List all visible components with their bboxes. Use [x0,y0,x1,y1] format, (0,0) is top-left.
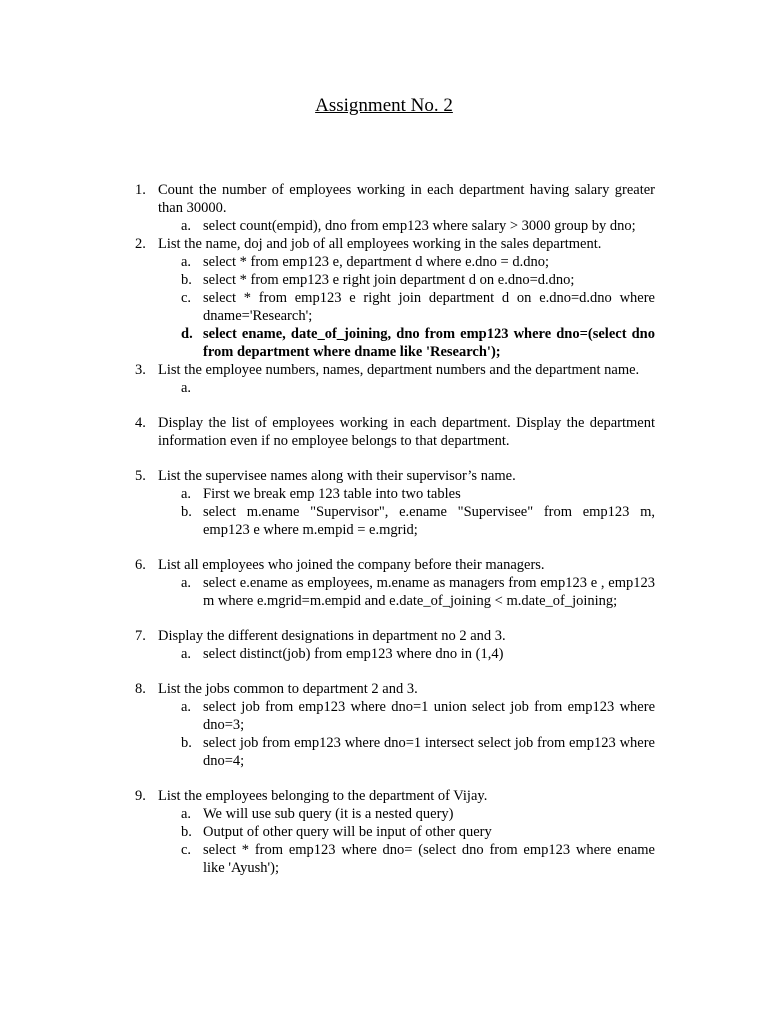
answer-9c [0,841,768,877]
answer-text: select distinct(job) from emp123 where dno in (1,4) [203,646,504,662]
answer-letter: a. [181,380,192,396]
answer-9a [0,805,768,823]
question-5 [0,467,768,485]
question-number: 6. [135,557,146,573]
question-text: List the supervisee names along with their supervisor’s name. [158,468,516,484]
answer-8b [0,734,768,770]
question-text: List the name, doj and job of all employees working in the sales department. [158,236,602,252]
answer-text: select * from emp123 e right join department d on e.dno=d.dno; [203,272,575,288]
answer-2a [0,253,768,271]
answer-text: select * from emp123 where dno= (select dno from emp123 where ename like 'Ayush'); [203,842,655,876]
answer-7a [0,645,768,663]
question-9 [0,787,768,805]
question-6 [0,556,768,574]
answer-3a [0,379,768,397]
question-text: List all employees who joined the company before their managers. [158,557,545,573]
question-8 [0,680,768,698]
question-3 [0,361,768,379]
answer-letter: b. [181,504,192,520]
answer-text: select ename, date_of_joining, dno from emp123 where dno=(select dno from department where dname like 'Research'); [203,326,655,360]
page-title: Assignment No. 2 [315,95,453,116]
answer-2b [0,271,768,289]
answer-8a [0,698,768,734]
question-number: 9. [135,788,146,804]
question-text: Display the different designations in department no 2 and 3. [158,628,506,644]
answer-text: select e.ename as employees, m.ename as managers from emp123 e , emp123 m where e.mgrid=m.empid and e.date_of_joining < m.date_of_joining; [203,575,655,609]
answer-text: select count(empid), dno from emp123 where salary > 3000 group by dno; [203,218,636,234]
answer-text: select job from emp123 where dno=1 union select job from emp123 where dno=3; [203,699,655,733]
answer-letter: b. [181,824,192,840]
answer-letter: a. [181,254,192,270]
answer-letter: a. [181,575,192,591]
question-number: 7. [135,628,146,644]
question-text: List the jobs common to department 2 and 3. [158,681,418,697]
answer-text: First we break emp 123 table into two tables [203,486,461,502]
answer-9b [0,823,768,841]
question-number: 1. [135,182,146,198]
answer-letter: d. [181,326,193,342]
question-text: List the employees belonging to the department of Vijay. [158,788,488,804]
answer-text [203,379,655,397]
question-number: 5. [135,468,146,484]
question-1 [0,181,768,217]
question-2 [0,235,768,253]
question-number: 8. [135,681,146,697]
question-4 [0,414,768,450]
answer-letter: b. [181,272,192,288]
answer-1a [0,217,768,235]
answer-letter: a. [181,806,192,822]
answer-2d [0,325,768,361]
question-number: 4. [135,415,146,431]
answer-letter: c. [181,290,192,306]
question-number: 2. [135,236,146,252]
question-text: Count the number of employees working in each department having salary greater than 30000. [158,182,655,216]
answer-5b [0,503,768,539]
answer-letter: c. [181,842,192,858]
answer-2c [0,289,768,325]
answer-6a [0,574,768,610]
question-text: Display the list of employees working in each department. Display the department information even if no employee belongs to that department. [158,415,655,449]
answer-letter: a. [181,218,192,234]
answer-text: select * from emp123 e right join department d on e.dno=d.dno where dname='Research'; [203,290,655,324]
answer-text: We will use sub query (it is a nested query) [203,806,454,822]
question-list [0,181,768,877]
answer-text: Output of other query will be input of other query [203,824,492,840]
answer-5a [0,485,768,503]
question-number: 3. [135,362,146,378]
answer-text: select * from emp123 e, department d where e.dno = d.dno; [203,254,550,270]
answer-text: select job from emp123 where dno=1 intersect select job from emp123 where dno=4; [203,735,655,769]
answer-text: select m.ename "Supervisor", e.ename "Supervisee" from emp123 m, emp123 e where m.empid = e.mgrid; [203,504,655,538]
answer-letter: b. [181,735,192,751]
answer-letter: a. [181,486,192,502]
question-text: List the employee numbers, names, department numbers and the department name. [158,362,640,378]
answer-letter: a. [181,646,192,662]
answer-letter: a. [181,699,192,715]
question-7 [0,627,768,645]
